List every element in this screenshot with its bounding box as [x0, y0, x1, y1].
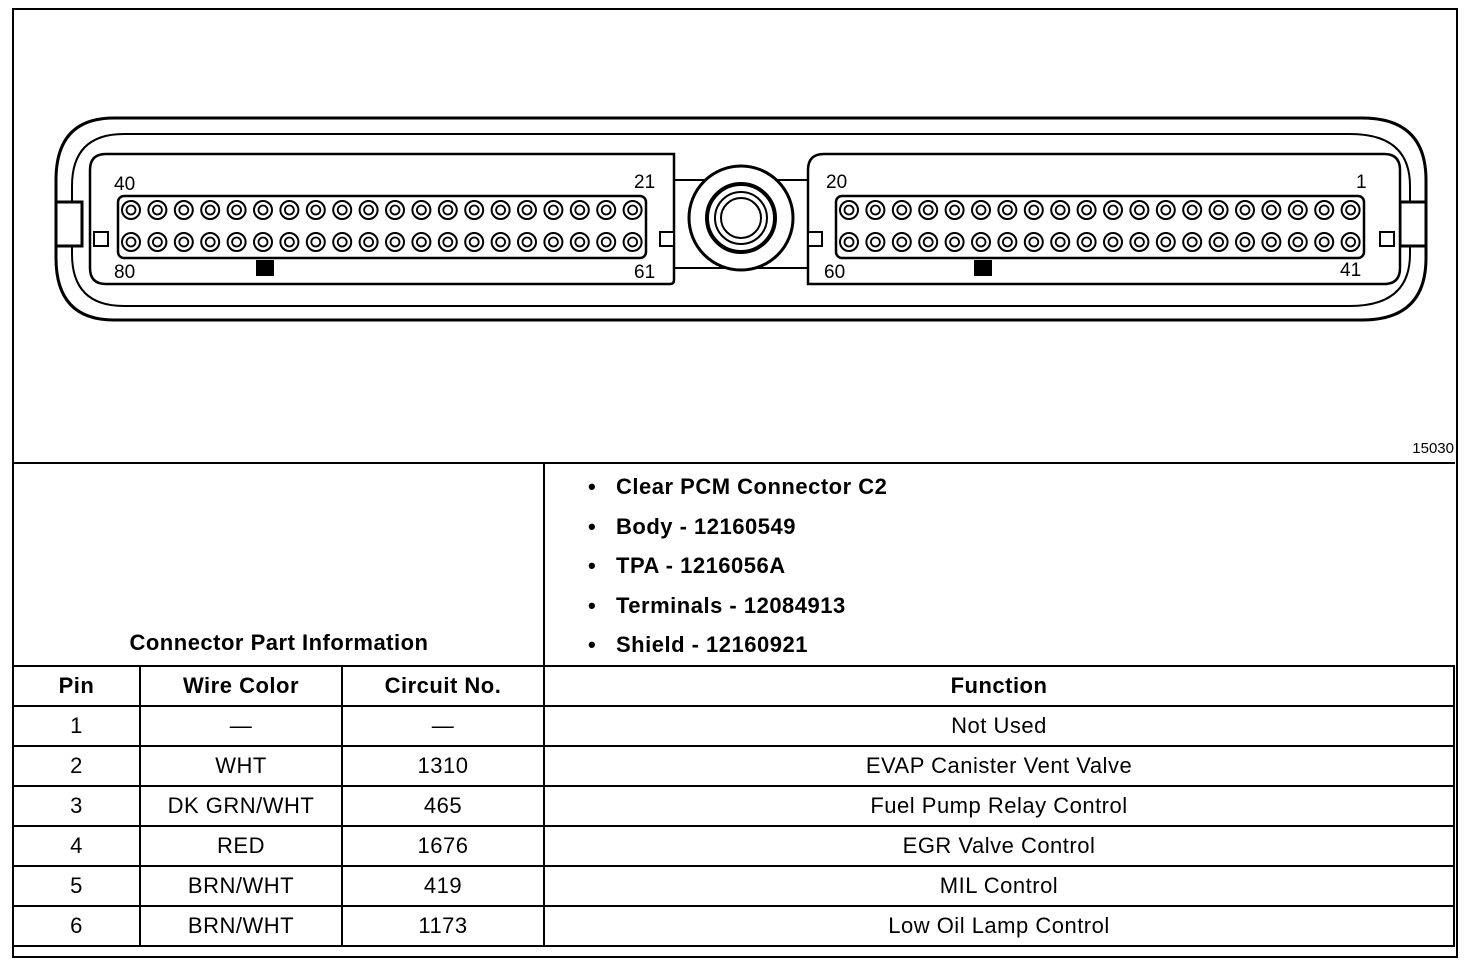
pin-terminal	[1078, 201, 1096, 219]
left-latch	[56, 202, 82, 246]
left-polarization-mark	[256, 260, 274, 276]
bullet-icon: •	[588, 513, 597, 539]
pin-terminal	[307, 201, 325, 219]
pin-terminal	[1025, 201, 1043, 219]
pin-terminal	[1262, 201, 1280, 219]
cell-circuit-no: 419	[342, 866, 544, 906]
center-bolt-outer	[689, 166, 793, 270]
pin-label-1: 1	[1356, 172, 1367, 193]
pin-terminal	[333, 233, 351, 251]
part-info-title: Connector Part Information	[129, 630, 429, 655]
pin-label-80: 80	[114, 262, 136, 283]
pin-terminal	[1342, 201, 1360, 219]
pin-terminal	[175, 201, 193, 219]
left-key-square	[94, 232, 108, 246]
pin-terminal	[386, 201, 404, 219]
right-key-square	[1380, 232, 1394, 246]
pin-terminal	[1289, 201, 1307, 219]
pin-terminal	[1104, 233, 1122, 251]
figure-id: 15030	[1412, 440, 1454, 457]
pin-terminal	[998, 233, 1016, 251]
left-pin-block	[118, 196, 646, 258]
pin-label-20: 20	[826, 172, 848, 193]
pin-terminal	[1315, 201, 1333, 219]
table-row	[13, 826, 1454, 866]
cell-pin: 6	[13, 906, 140, 946]
cell-circuit-no: 1676	[342, 826, 544, 866]
pin-terminal	[175, 233, 193, 251]
pin-terminal	[1210, 201, 1228, 219]
left-inner-square	[660, 232, 674, 246]
pin-terminal	[1289, 233, 1307, 251]
pin-terminal	[1315, 233, 1333, 251]
pin-terminal	[1130, 201, 1148, 219]
cell-circuit-no: 1173	[342, 906, 544, 946]
cell-circuit-no: 465	[342, 786, 544, 826]
pin-terminal	[866, 201, 884, 219]
cell-circuit-no: 1310	[342, 746, 544, 786]
pin-terminal	[946, 201, 964, 219]
pin-table	[12, 665, 1455, 947]
pin-terminal	[386, 233, 404, 251]
cell-circuit-no: —	[342, 706, 544, 746]
cell-function: Not Used	[544, 706, 1454, 746]
connector-diagram	[14, 10, 1454, 460]
pin-terminal	[1183, 201, 1201, 219]
pin-terminal	[1262, 233, 1280, 251]
pin-terminal	[571, 233, 589, 251]
part-info-item: • Terminals - 12084913	[588, 589, 887, 629]
pin-terminal	[624, 201, 642, 219]
pin-terminal	[1025, 233, 1043, 251]
pin-terminal	[518, 201, 536, 219]
part-info-item: • Clear PCM Connector C2	[588, 470, 887, 510]
pin-terminal	[122, 201, 140, 219]
cell-wire-color: RED	[140, 826, 342, 866]
pin-terminal	[840, 233, 858, 251]
pin-terminal	[893, 233, 911, 251]
header-circuit-no: Circuit No.	[342, 666, 544, 706]
pin-terminal	[972, 233, 990, 251]
header-pin: Pin	[13, 666, 140, 706]
pin-terminal	[1210, 233, 1228, 251]
pin-terminal	[1157, 233, 1175, 251]
pin-terminal	[1051, 233, 1069, 251]
table-row	[13, 906, 1454, 946]
right-polarization-mark	[974, 260, 992, 276]
header-wire-color: Wire Color	[140, 666, 342, 706]
pin-terminal	[280, 233, 298, 251]
pin-terminal	[280, 201, 298, 219]
cell-function: MIL Control	[544, 866, 1454, 906]
pin-terminal	[360, 201, 378, 219]
part-info-list	[588, 470, 887, 668]
cell-pin: 5	[13, 866, 140, 906]
pin-terminal	[1051, 201, 1069, 219]
pin-terminal	[122, 233, 140, 251]
pin-terminal	[412, 233, 430, 251]
pin-terminal	[360, 233, 378, 251]
pin-label-40: 40	[114, 174, 136, 195]
table-header-row	[13, 666, 1454, 706]
part-info-item: • TPA - 1216056A	[588, 549, 887, 589]
pin-terminal	[439, 201, 457, 219]
pin-label-41: 41	[1340, 260, 1362, 281]
table-row	[13, 786, 1454, 826]
pin-terminal	[1183, 233, 1201, 251]
pin-terminal	[412, 201, 430, 219]
pin-terminal	[1236, 233, 1254, 251]
cell-function: Fuel Pump Relay Control	[544, 786, 1454, 826]
pin-terminal	[919, 233, 937, 251]
cell-function: Low Oil Lamp Control	[544, 906, 1454, 946]
pin-terminal	[492, 233, 510, 251]
pin-terminal	[228, 233, 246, 251]
cell-pin: 1	[13, 706, 140, 746]
right-latch	[1400, 202, 1426, 246]
table-row	[13, 866, 1454, 906]
pin-terminal	[597, 201, 615, 219]
bullet-icon: •	[588, 553, 597, 578]
pin-terminal	[228, 201, 246, 219]
pin-terminal	[492, 201, 510, 219]
pin-terminal	[1157, 201, 1175, 219]
pin-terminal	[1342, 233, 1360, 251]
diagram-divider	[12, 462, 1455, 464]
pin-terminal	[1236, 201, 1254, 219]
cell-wire-color: BRN/WHT	[140, 906, 342, 946]
table-row	[13, 746, 1454, 786]
pin-terminal	[254, 201, 272, 219]
pin-terminal	[571, 201, 589, 219]
pin-terminal	[946, 233, 964, 251]
pin-terminal	[307, 233, 325, 251]
pin-terminal	[919, 201, 937, 219]
part-info-item: • Shield - 12160921	[588, 628, 887, 668]
pin-terminal	[439, 233, 457, 251]
pin-terminal	[254, 233, 272, 251]
right-inner-square	[808, 232, 822, 246]
pin-terminal	[544, 201, 562, 219]
pin-terminal	[201, 233, 219, 251]
cell-wire-color: WHT	[140, 746, 342, 786]
pin-label-61: 61	[634, 262, 656, 283]
pin-terminal	[597, 233, 615, 251]
right-pin-block	[836, 196, 1364, 258]
pin-terminal	[465, 201, 483, 219]
bullet-icon: •	[588, 632, 597, 657]
pin-label-21: 21	[634, 172, 656, 193]
cell-wire-color: DK GRN/WHT	[140, 786, 342, 826]
pin-terminal	[518, 233, 536, 251]
header-function: Function	[544, 666, 1454, 706]
bullet-icon: •	[588, 592, 597, 618]
cell-function: EGR Valve Control	[544, 826, 1454, 866]
pin-terminal	[333, 201, 351, 219]
pin-terminal	[201, 201, 219, 219]
pin-terminal	[972, 201, 990, 219]
pin-terminal	[148, 233, 166, 251]
pin-terminal	[624, 233, 642, 251]
pin-terminal	[1078, 233, 1096, 251]
table-row	[13, 706, 1454, 746]
cell-wire-color: —	[140, 706, 342, 746]
cell-pin: 4	[13, 826, 140, 866]
bullet-icon: •	[588, 474, 597, 499]
pin-terminal	[893, 201, 911, 219]
part-info-item: • Body - 12160549	[588, 510, 887, 550]
pin-terminal	[465, 233, 483, 251]
pin-terminal	[998, 201, 1016, 219]
pin-terminal	[866, 233, 884, 251]
pin-terminal	[544, 233, 562, 251]
pin-terminal	[840, 201, 858, 219]
cell-wire-color: BRN/WHT	[140, 866, 342, 906]
cell-pin: 3	[13, 786, 140, 826]
pin-label-60: 60	[824, 262, 846, 283]
cell-function: EVAP Canister Vent Valve	[544, 746, 1454, 786]
pin-terminal	[1130, 233, 1148, 251]
pin-terminal	[1104, 201, 1122, 219]
pin-terminal	[148, 201, 166, 219]
cell-pin: 2	[13, 746, 140, 786]
